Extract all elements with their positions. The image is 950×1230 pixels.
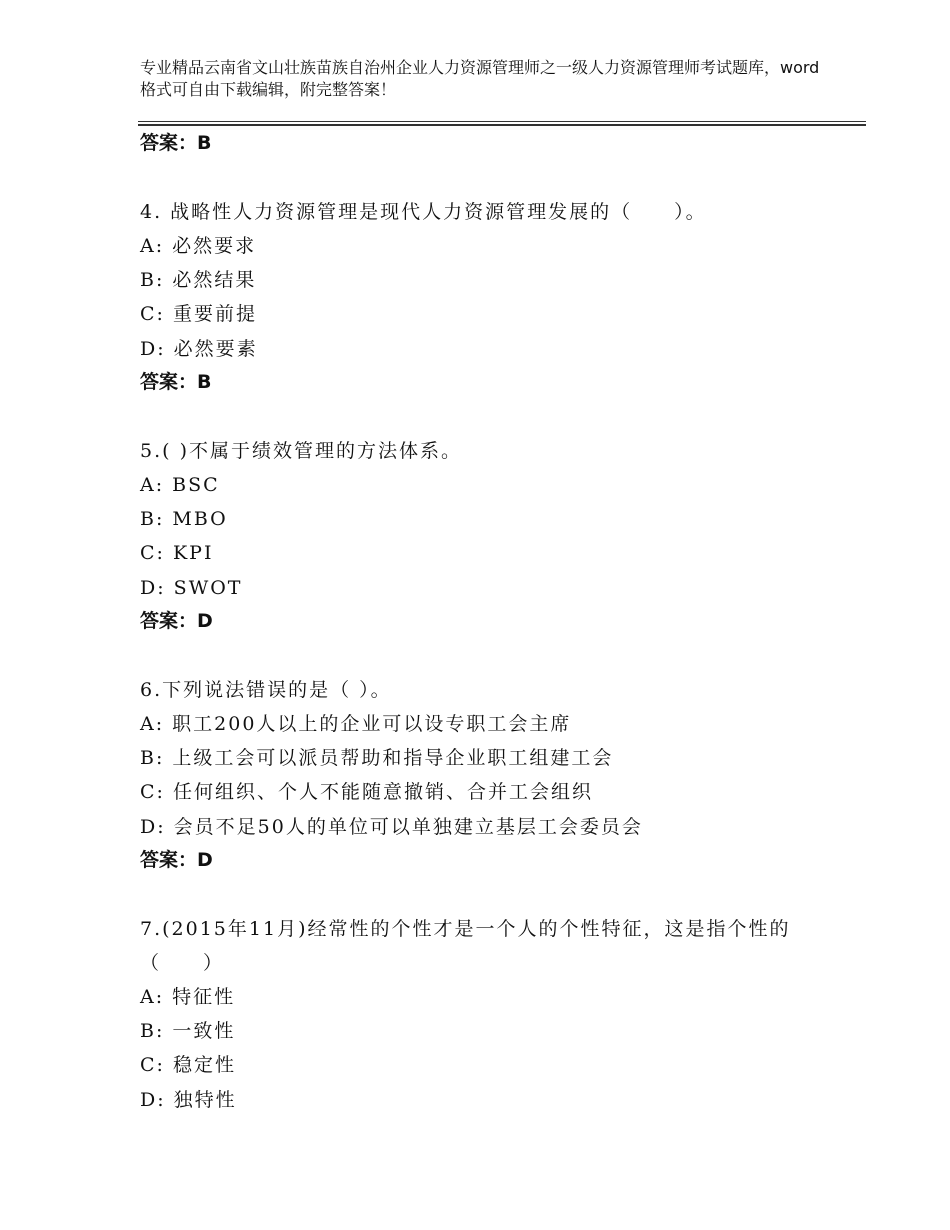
question-7-stem: 7.(2015年11月)经常性的个性才是一个人的个性特征，这是指个性的 — [140, 918, 791, 940]
question-6-option-b: B: 上级工会可以派员帮助和指导企业职工组建工会 — [140, 747, 614, 769]
question-7-option-a: A: 特征性 — [140, 986, 236, 1008]
question-7-option-b: B: 一致性 — [140, 1020, 236, 1042]
question-6-option-c: C: 任何组织、个人不能随意撤销、合并工会组织 — [140, 781, 593, 803]
question-4-answer: 答案：B — [140, 371, 212, 393]
question-7-option-d: D: 独特性 — [140, 1089, 237, 1111]
question-7-option-c: C: 稳定性 — [140, 1054, 236, 1076]
question-5-stem: 5.( )不属于绩效管理的方法体系。 — [140, 440, 462, 462]
question-5-option-a: A: BSC — [140, 474, 220, 496]
question-4-option-c: C: 重要前提 — [140, 303, 257, 325]
question-5-option-d: D: SWOT — [140, 577, 243, 599]
question-4-option-b: B: 必然结果 — [140, 269, 257, 291]
document-header: 专业精品云南省文山壮族苗族自治州企业人力资源管理师之一级人力资源管理师考试题库，word格式可自由下载编辑，附完整答案！ — [140, 58, 820, 99]
question-6-option-d: D: 会员不足50人的单位可以单独建立基层工会委员会 — [140, 816, 643, 838]
header-divider — [138, 121, 866, 126]
question-5-option-b: B: MBO — [140, 508, 228, 530]
question-6-stem: 6.下列说法错误的是（ ）。 — [140, 679, 392, 701]
question-5-option-c: C: KPI — [140, 542, 214, 564]
question-4-option-a: A: 必然要求 — [140, 235, 257, 257]
question-4-option-d: D: 必然要素 — [140, 338, 258, 360]
question-7-stem-continued: （ ） — [140, 952, 225, 974]
question-4-stem: 4. 战略性人力资源管理是现代人力资源管理发展的（ ）。 — [140, 201, 707, 223]
question-6-option-a: A: 职工200人以上的企业可以设专职工会主席 — [140, 713, 572, 735]
answer-previous: 答案：B — [140, 132, 212, 154]
question-6-answer: 答案：D — [140, 849, 213, 871]
question-5-answer: 答案：D — [140, 610, 213, 632]
